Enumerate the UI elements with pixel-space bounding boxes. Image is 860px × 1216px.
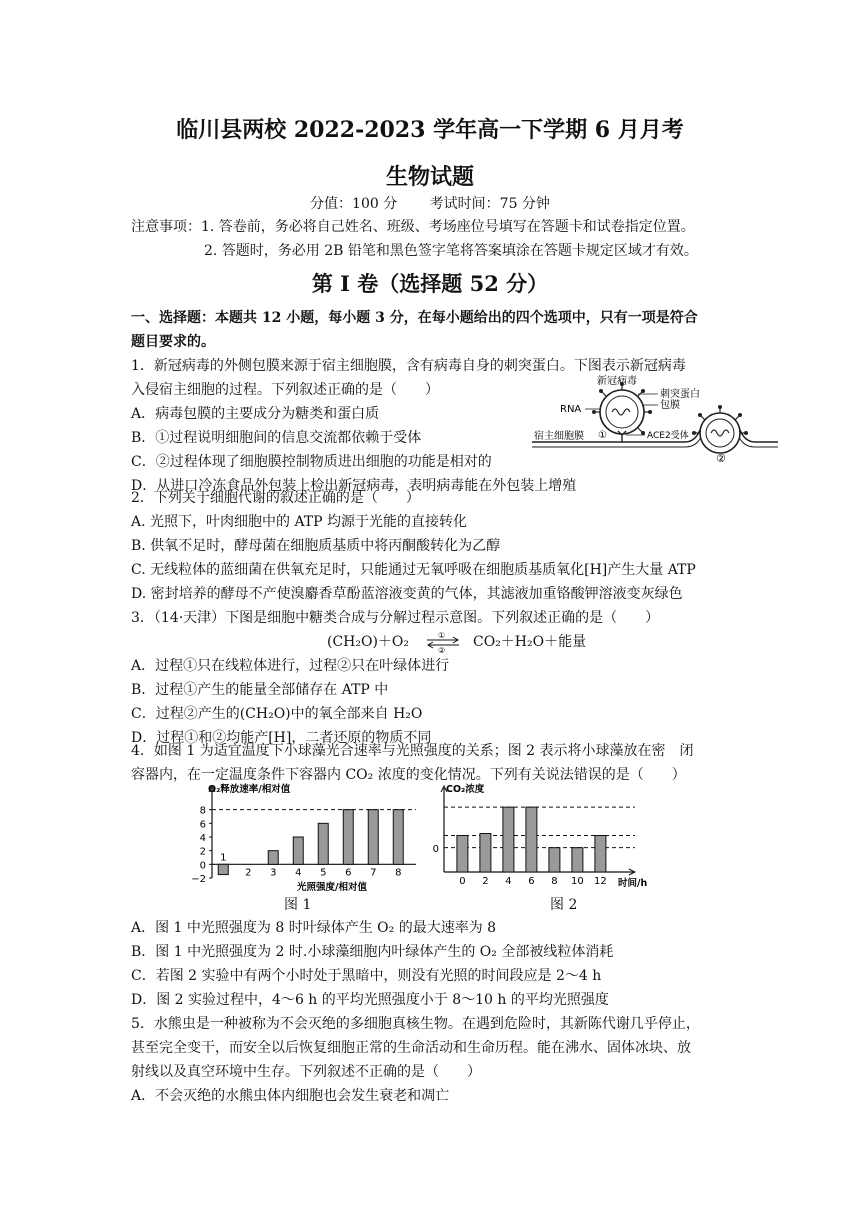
bar: [343, 810, 353, 865]
q5-stem-2: 甚至完全变干，而安全以后恢复细胞正常的生命活动和生命历程。能在沸水、固体冰块、放: [131, 1040, 691, 1056]
section-title: 第 I 卷（选择题 52 分）: [311, 271, 549, 296]
q1-option-a: A．病毒包膜的主要成分为糖类和蛋白质: [131, 406, 380, 422]
bar: [268, 851, 278, 865]
x-tick-label: 0: [459, 876, 466, 887]
question-4-options: [131, 916, 743, 1012]
bar: [318, 823, 328, 864]
question-5: [131, 1012, 743, 1108]
q5-option-a: A．不会灭绝的水熊虫体内细胞也会发生衰老和凋亡: [131, 1088, 450, 1104]
y-tick-label: 6: [199, 819, 206, 831]
q5-stem-3: 射线以及真空环境中生存。下列叙述不正确的是（ ）: [131, 1064, 481, 1080]
q4-option-a: A．图 1 中光照强度为 8 时叶绿体产生 O₂ 的最大速率为 8: [131, 920, 497, 936]
y-axis-label: CO₂浓度: [446, 784, 485, 795]
y-tick-label: 0: [432, 844, 439, 855]
q2-stem: 2．下列关于细胞代谢的叙述正确的是（ ）: [131, 490, 420, 506]
bar: [549, 848, 560, 872]
q5-stem-1: 5．水熊虫是一种被称为不会灭绝的多细胞真核生物。在遇到危险时，其新陈代谢几乎停止，: [131, 1016, 700, 1032]
q3-stem: 3．（14·天津）下图是细胞中糖类合成与分解过程示意图。下列叙述正确的是（ ）: [131, 610, 660, 626]
figure-1-caption: 图 1: [284, 897, 312, 913]
label-receptor: ACE2受体: [647, 431, 689, 441]
x-tick-label: 5: [320, 867, 327, 879]
figure-2-caption: 图 2: [550, 897, 578, 913]
y-tick-label: 2: [199, 846, 206, 858]
bar: [503, 807, 514, 872]
x-tick-label: 3: [270, 867, 277, 879]
q3-option-a: A．过程①只在线粒体进行，过程②只在叶绿体进行: [131, 658, 450, 674]
bar: [457, 836, 468, 872]
q2-option-a: A. 光照下，叶肉细胞中的 ATP 均源于光能的直接转化: [131, 514, 468, 530]
y-tick-label: 8: [199, 805, 206, 817]
x-tick-label: 4: [505, 876, 512, 887]
y-tick-label: −2: [191, 874, 206, 885]
eq-step-2: ②: [438, 646, 446, 653]
q3-option-b: B．过程①产生的能量全部储存在 ATP 中: [131, 682, 389, 698]
label-rna: RNA: [560, 404, 582, 415]
instruction-line-2: 题目要求的。: [131, 334, 215, 350]
bar: [572, 848, 583, 872]
q4-option-c: C．若图 2 实验中有两个小时处于黑暗中，则没有光照的时间段应是 2～4 h: [131, 968, 602, 984]
x-tick-label: 2: [245, 867, 252, 879]
exam-meta: [0, 193, 860, 213]
x-tick-label: 8: [395, 867, 402, 879]
q4-option-d: D．图 2 实验过程中，4～6 h 的平均光照强度小于 8～10 h 的平均光照强度: [131, 992, 609, 1008]
score-label: 分值：100 分: [310, 196, 398, 212]
question-2: [131, 486, 743, 606]
question-4: [131, 739, 743, 787]
q2-option-d: D. 密封培养的酵母不产使溴麝香草酚蓝溶液变黄的气体，其滤液加重铬酸钾溶液变灰绿色: [131, 586, 683, 602]
x-tick-label: 12: [594, 876, 607, 887]
q1-stem-1: 1．新冠病毒的外侧包膜来源于宿主细胞膜，含有病毒自身的刺突蛋白。下图表示新冠病毒: [131, 358, 686, 374]
notes: [131, 215, 831, 263]
x-axis-label: 时间/h: [617, 878, 648, 889]
q1-option-b: B．①过程说明细胞间的信息交流都依赖于受体: [131, 430, 422, 446]
q4-stem-1: 4．如图 1 为适宜温度下小球藻光合速率与光照强度的关系；图 2 表示将小球藻放在密 闭: [131, 743, 694, 759]
instruction-line-1: 一、选择题：本题共 12 小题，每小题 3 分，在每小题给出的四个选项中，只有一项是符合: [131, 310, 698, 326]
q4-stem-2: 容器内，在一定温度条件下容器内 CO₂ 浓度的变化情况。下列有关说法错误的是（ ）: [131, 767, 686, 783]
label-step-1: ①: [598, 430, 607, 441]
bar: [595, 836, 606, 872]
q4-option-b: B．图 1 中光照强度为 2 时.小球藻细胞内叶绿体产生的 O₂ 全部被线粒体消耗: [131, 944, 614, 960]
virus-particle-1: [592, 382, 652, 435]
bar: [218, 864, 228, 874]
q2-option-b: B. 供氧不足时，酵母菌在细胞质基质中将丙酮酸转化为乙醇: [131, 538, 501, 554]
y-axis-label: O₂释放速率/相对值: [208, 784, 291, 795]
q1-option-d: D．从进口冷冻食品外包装上检出新冠病毒，表明病毒能在外包装上增殖: [131, 478, 577, 494]
x-tick-label: 10: [571, 876, 584, 887]
label-spike: 刺突蛋白: [660, 389, 700, 400]
y-tick-label: 4: [199, 833, 206, 844]
q1-option-c: C．②过程体现了细胞膜控制物质进出细胞的功能是相对的: [131, 454, 492, 470]
bar: [480, 833, 491, 872]
x-axis-label: 光照强度/相对值: [297, 882, 367, 893]
x-tick-label: 4: [295, 867, 302, 879]
virus-entry-figure: [530, 375, 780, 467]
x-tick-label: 6: [528, 876, 535, 887]
x-tick-label: 7: [370, 867, 377, 879]
x-tick-label: 6: [345, 867, 352, 879]
bar: [293, 837, 303, 864]
eq-arrows: [423, 631, 463, 653]
q3-option-c: C．过程②产生的(CH₂O)中的氧全部来自 H₂O: [131, 706, 423, 722]
q2-option-c: C. 无线粒体的蓝细菌在供氧充足时，只能通过无氧呼吸在细胞质基质氧化[H]产生大量 ATP: [131, 562, 696, 578]
virus-particle-2: [692, 405, 748, 453]
eq-right: CO₂＋H₂O＋能量: [473, 634, 587, 650]
y-tick-label: 0: [199, 860, 206, 872]
figure-1-chart: [176, 782, 416, 894]
figure-2-chart: [428, 782, 698, 894]
label-virus: 新冠病毒: [597, 376, 637, 387]
x-tick-label: 1: [220, 852, 227, 864]
subject-title: 生物试题: [385, 164, 474, 190]
section-instruction: [131, 306, 743, 354]
label-envelope: 包膜: [660, 400, 680, 411]
label-step-2: ②: [716, 452, 726, 465]
bar: [526, 807, 537, 872]
note-line-1: 注意事项：1. 答卷前，务必将自己姓名、班级、考场座位号填写在答题卡和试卷指定位置。: [131, 219, 695, 235]
bar: [393, 810, 403, 865]
bar: [368, 810, 378, 865]
question-3: [131, 606, 743, 750]
exam-title: 临川县两校 2022-2023 学年高一下学期 6 月月考: [176, 117, 684, 143]
q1-stem-2: 入侵宿主细胞的过程。下列叙述正确的是（ ）: [131, 382, 439, 398]
eq-left: (CH₂O)＋O₂: [327, 634, 410, 650]
note-line-2: 2. 答题时，务必用 2B 铅笔和黑色签字笔将答案填涂在答题卡规定区域才有效。: [204, 243, 698, 259]
q3-equation: [131, 630, 743, 654]
label-host: 宿主细胞膜: [534, 431, 584, 442]
q3-option-d: D．过程①和②均能产[H]，二者还原的物质不同: [131, 730, 432, 746]
x-tick-label: 8: [551, 876, 558, 887]
x-tick-label: 2: [482, 876, 489, 887]
eq-step-1: ①: [438, 631, 446, 640]
time-label: 考试时间：75 分钟: [429, 196, 550, 212]
